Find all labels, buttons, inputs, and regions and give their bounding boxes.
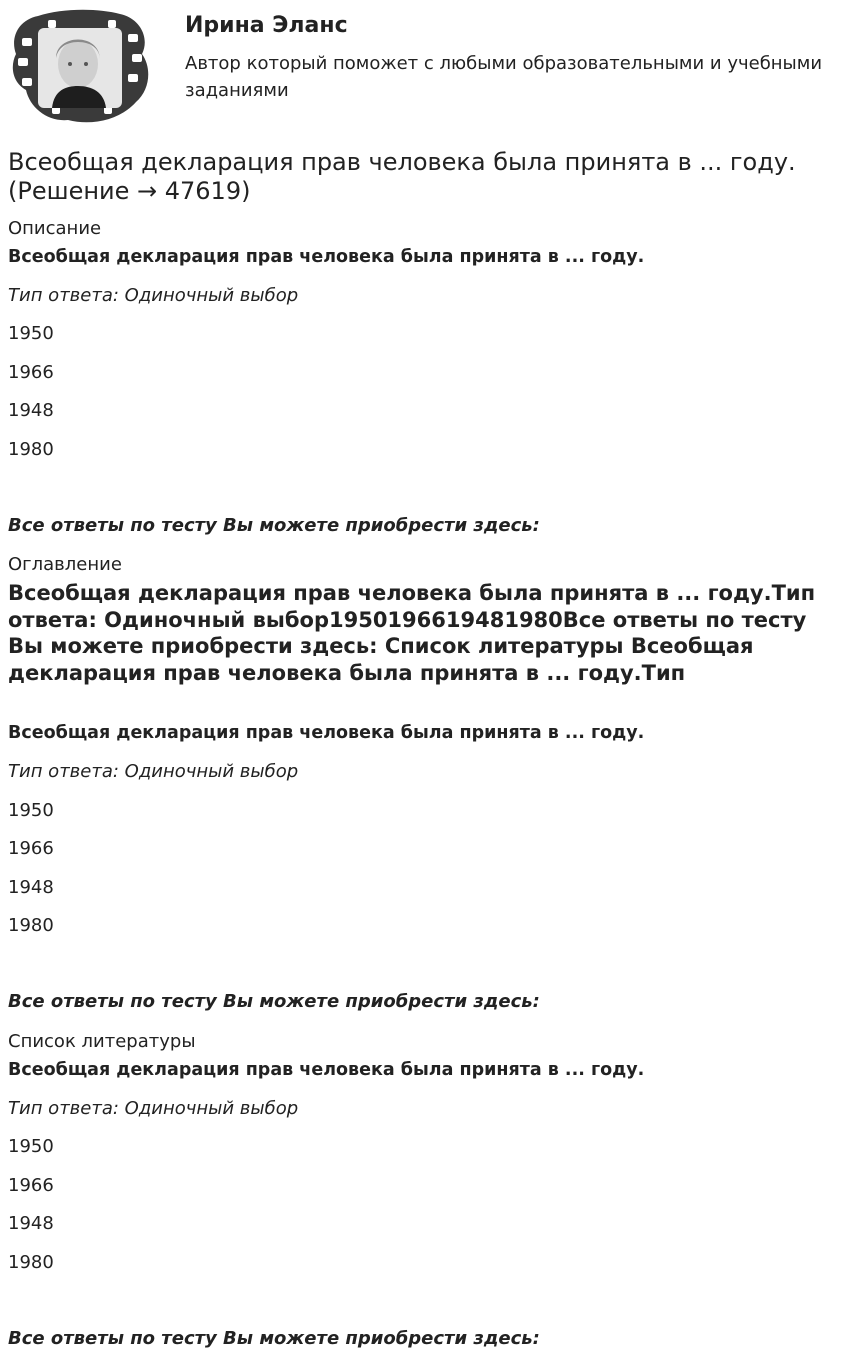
section-label-literature: Список литературы bbox=[8, 1031, 196, 1052]
author-name[interactable]: Ирина Эланс bbox=[185, 13, 348, 38]
author-card bbox=[0, 0, 847, 140]
description-section bbox=[8, 216, 838, 546]
question-text: Всеобщая декларация прав человека была принята в ... году. bbox=[8, 247, 645, 267]
answer-option: 1980 bbox=[8, 915, 54, 936]
toc-section bbox=[8, 552, 838, 1022]
author-description: Автор который поможет с любыми образовательными и учебными заданиями bbox=[185, 53, 823, 101]
answer-option: 1966 bbox=[8, 1175, 54, 1196]
buy-answers-link[interactable]: Все ответы по тесту Вы можете приобрести здесь: bbox=[8, 515, 540, 536]
literature-section bbox=[8, 1029, 838, 1369]
answer-option: 1948 bbox=[8, 1213, 54, 1234]
section-label-toc: Оглавление bbox=[8, 554, 122, 575]
answer-option: 1948 bbox=[8, 400, 54, 421]
answer-option: 1980 bbox=[8, 1252, 54, 1273]
answer-option: 1950 bbox=[8, 1136, 54, 1157]
section-label-description: Описание bbox=[8, 218, 102, 239]
answer-option: 1950 bbox=[8, 323, 54, 344]
buy-answers-link[interactable]: Все ответы по тесту Вы можете приобрести здесь: bbox=[8, 1328, 540, 1349]
answer-option: 1966 bbox=[8, 362, 54, 383]
page-title: Всеобщая декларация прав человека была принята в ... году. (Решение → 47619) bbox=[8, 148, 796, 205]
author-photo bbox=[38, 28, 122, 108]
answer-type: Тип ответа: Одиночный выбор bbox=[8, 761, 299, 782]
answer-option: 1950 bbox=[8, 800, 54, 821]
answer-option: 1980 bbox=[8, 439, 54, 460]
question-text: Всеобщая декларация прав человека была принята в ... году. bbox=[8, 1060, 645, 1080]
author-avatar bbox=[8, 8, 150, 126]
answer-type: Тип ответа: Одиночный выбор bbox=[8, 1098, 299, 1119]
question-text: Всеобщая декларация прав человека была принята в ... году. bbox=[8, 723, 645, 743]
answer-option: 1966 bbox=[8, 838, 54, 859]
toc-summary: Всеобщая декларация прав человека была принята в ... году.Тип ответа: Одиночный выбор1950196619481980Все ответы по тесту Вы можете приобрести здесь: Список литературы Всеобщая декларация прав человека была принята в ... году.Тип bbox=[8, 581, 816, 685]
answer-type: Тип ответа: Одиночный выбор bbox=[8, 285, 299, 306]
answer-option: 1948 bbox=[8, 877, 54, 898]
buy-answers-link[interactable]: Все ответы по тесту Вы можете приобрести здесь: bbox=[8, 991, 540, 1012]
